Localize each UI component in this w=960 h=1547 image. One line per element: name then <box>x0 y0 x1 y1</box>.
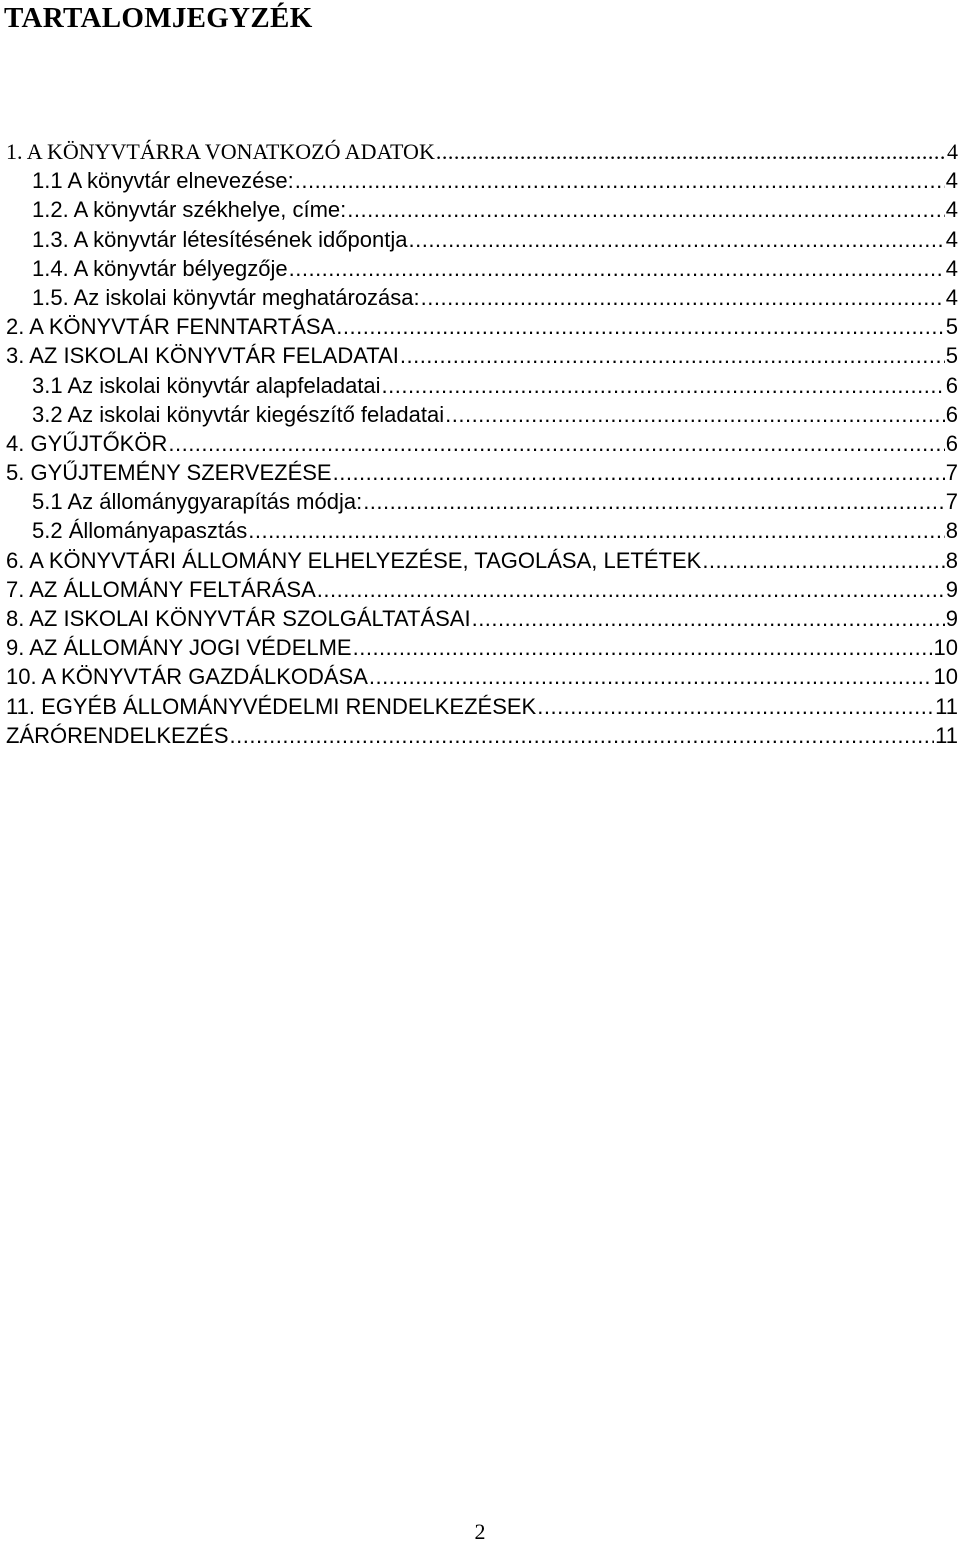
toc-entry-label: 3.2 Az iskolai könyvtár kiegészítő feladatai <box>32 401 445 427</box>
toc-entry[interactable] <box>0 458 960 487</box>
toc-entry-page: 4 <box>945 197 958 223</box>
toc-entry-label: 4. GYŰJTŐKÖR <box>6 430 168 456</box>
toc-entry-page: 4 <box>945 168 958 194</box>
toc-dot-leader <box>230 721 935 750</box>
toc-entry-page: 11 <box>935 693 958 719</box>
toc-entry-label: 10. A KÖNYVTÁR GAZDÁLKODÁSA <box>6 664 368 690</box>
toc-entry[interactable] <box>0 516 960 545</box>
toc-entry-page: 10 <box>933 664 958 690</box>
toc-entry-page: 9 <box>945 576 958 602</box>
toc-dot-leader <box>289 254 945 283</box>
toc-entry[interactable] <box>0 575 960 604</box>
toc-dot-leader <box>369 662 933 691</box>
toc-entry-page: 4 <box>945 255 958 281</box>
toc-entry-page: 4 <box>945 284 958 310</box>
toc-entry-page: 10 <box>933 635 958 661</box>
toc-dot-leader <box>333 458 945 487</box>
toc-dot-leader <box>347 195 944 224</box>
toc-dot-leader <box>537 692 934 721</box>
toc-entry-label: 1.4. A könyvtár bélyegzője <box>32 255 288 281</box>
toc-entry-page: 6 <box>945 430 958 456</box>
toc-dot-leader <box>400 341 945 370</box>
toc-dot-leader <box>363 487 945 516</box>
toc-entry-label: 5.1 Az állománygyarapítás módja: <box>32 489 363 515</box>
toc-entry[interactable] <box>0 400 960 429</box>
toc-entry-label: 6. A KÖNYVTÁRI ÁLLOMÁNY ELHELYEZÉSE, TAGOLÁSA, LETÉTEK <box>6 547 702 573</box>
toc-entry[interactable] <box>0 662 960 691</box>
toc-entry-label: 2. A KÖNYVTÁR FENNTARTÁSA <box>6 314 336 340</box>
toc-entry-label: 8. AZ ISKOLAI KÖNYVTÁR SZOLGÁLTATÁSAI <box>6 606 471 631</box>
toc-entry-label: 5.2 Állományapasztás <box>32 518 248 544</box>
toc-dot-leader <box>408 225 944 254</box>
toc-entry-page: 8 <box>945 547 958 573</box>
toc-entry-page: 11 <box>935 722 958 748</box>
page-title: TARTALOMJEGYZÉK <box>4 2 313 34</box>
toc-entry[interactable] <box>0 633 960 662</box>
toc-entry[interactable] <box>0 283 960 312</box>
toc-dot-leader <box>295 166 945 195</box>
toc-entry[interactable] <box>0 225 960 254</box>
toc-dot-leader <box>248 516 945 545</box>
toc-entry-label: 3.1 Az iskolai könyvtár alapfeladatai <box>32 372 381 398</box>
toc-entry[interactable] <box>0 137 960 166</box>
toc-entry[interactable] <box>0 195 960 224</box>
toc-entry-page: 5 <box>945 343 958 369</box>
toc-dot-leader <box>445 400 945 429</box>
toc-dot-leader <box>382 371 945 400</box>
toc-entry[interactable] <box>0 692 960 721</box>
toc-dot-leader <box>168 429 944 458</box>
toc-entry[interactable] <box>0 341 960 370</box>
toc-dot-leader <box>702 546 944 575</box>
toc-dot-leader <box>317 575 945 604</box>
toc-entry[interactable] <box>0 721 960 750</box>
toc-entry[interactable] <box>0 312 960 341</box>
toc-entry[interactable] <box>0 604 960 633</box>
toc-entry-label: 9. AZ ÁLLOMÁNY JOGI VÉDELME <box>6 635 352 661</box>
toc-entry-page: 4 <box>947 139 958 164</box>
toc-entry-label: 1.1 A könyvtár elnevezése: <box>32 168 294 194</box>
toc-entry[interactable] <box>0 546 960 575</box>
toc-dot-leader <box>336 312 944 341</box>
toc-dot-leader <box>353 633 933 662</box>
toc-entry-label: 11. EGYÉB ÁLLOMÁNYVÉDELMI RENDELKEZÉSEK <box>6 693 537 719</box>
toc-entry[interactable] <box>0 429 960 458</box>
toc-dot-leader <box>436 137 946 166</box>
toc-entry-page: 7 <box>945 460 958 486</box>
toc-entry-label: 1.5. Az iskolai könyvtár meghatározása: <box>32 284 420 310</box>
toc-entry-label: 1. A KÖNYVTÁRRA VONATKOZÓ ADATOK <box>6 139 435 164</box>
toc-entry-page: 9 <box>945 606 958 631</box>
page-number: 2 <box>474 1519 486 1544</box>
toc-entry-page: 4 <box>945 226 958 252</box>
toc-entry-page: 7 <box>945 489 958 515</box>
toc-dot-leader <box>421 283 945 312</box>
toc-entry[interactable] <box>0 371 960 400</box>
toc-entry-label: 7. AZ ÁLLOMÁNY FELTÁRÁSA <box>6 576 316 602</box>
toc-entry-page: 6 <box>945 372 958 398</box>
toc-entry-page: 8 <box>945 518 958 544</box>
toc-entry-label: 1.2. A könyvtár székhelye, címe: <box>32 197 347 223</box>
toc-dot-leader <box>472 604 945 633</box>
toc-entry-page: 5 <box>945 314 958 340</box>
table-of-contents <box>0 137 960 750</box>
toc-entry-label: 5. GYŰJTEMÉNY SZERVEZÉSE <box>6 460 332 486</box>
toc-entry[interactable] <box>0 254 960 283</box>
toc-entry-page: 6 <box>945 401 958 427</box>
toc-entry-label: ZÁRÓRENDELKEZÉS <box>6 722 229 748</box>
toc-entry-label: 1.3. A könyvtár létesítésének időpontja <box>32 226 408 252</box>
toc-entry-label: 3. AZ ISKOLAI KÖNYVTÁR FELADATAI <box>6 343 399 369</box>
toc-entry[interactable] <box>0 166 960 195</box>
toc-entry[interactable] <box>0 487 960 516</box>
